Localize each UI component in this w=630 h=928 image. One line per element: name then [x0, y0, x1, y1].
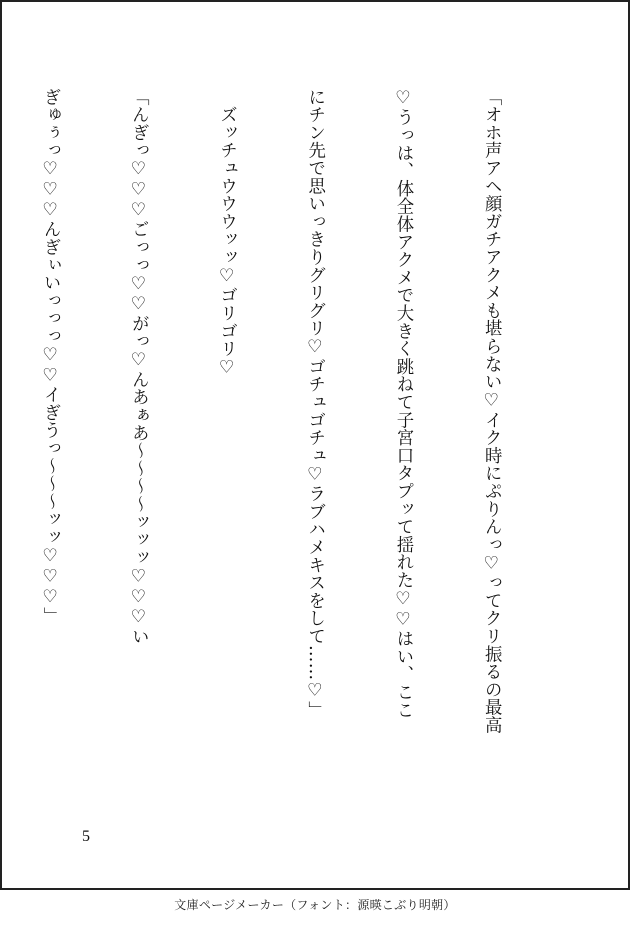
text-line-6: ぎゅぅっ♡♡♡んぎぃいっっっ♡♡イぎうっ～～～ッッ♡♡♡」: [40, 88, 61, 625]
footer-credit: 文庫ページメーカー（フォント：源暎こぶり明朝）: [174, 898, 456, 912]
text-line-1: 「オホ声アヘ顔ガチアクメも堪らない♡イク時にぷりんっ♡ってクリ振るの最高: [481, 88, 502, 734]
vertical-text-body: [40, 88, 564, 808]
text-line-5: 「んぎっ♡♡♡ごっっ♡♡がっ♡んあぁあ～～～～ッッッ♡♡♡い: [128, 88, 149, 646]
text-line-3: にチン先で思いっきりグリグリ♡ゴチュゴチュ♡ラブハメキスをして……♡」: [304, 88, 325, 719]
page-number: 5: [82, 828, 90, 845]
text-line-2: ♡うっは、体全体アクメで大きく跳ねて子宮口タプッて揺れた♡♡はい、ここ: [392, 88, 413, 719]
text-line-4: ズッチュウウウッッ♡ゴリゴリ♡: [216, 88, 237, 378]
